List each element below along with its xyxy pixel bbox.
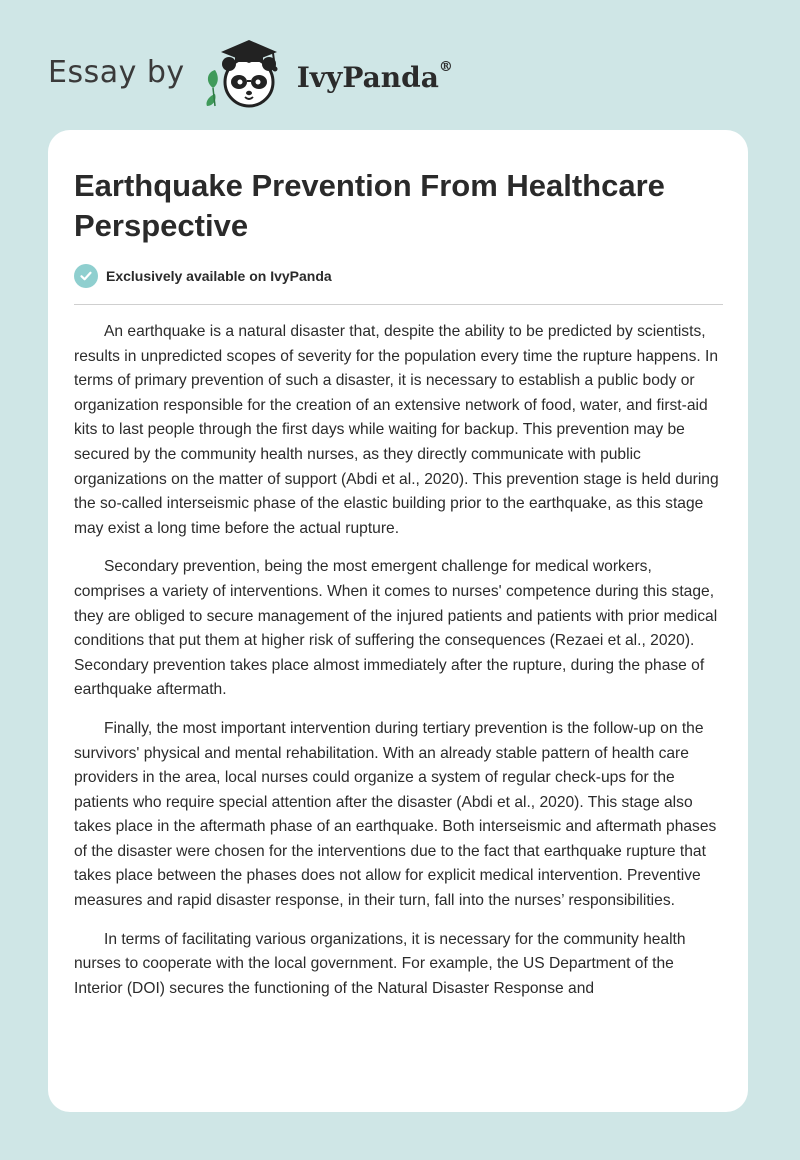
registered-mark: ® <box>438 58 453 75</box>
brand-text[interactable]: IvyPanda <box>296 60 439 94</box>
paragraph-4: In terms of facilitating various organizations, it is necessary for the community health nurses to cooperate with the local government. For example, the US Department of the Interior (DOI) secures the functioning of the Natural Disaster Response and <box>74 930 686 997</box>
divider <box>74 304 723 305</box>
brand-name[interactable] <box>296 58 453 94</box>
page-title: Earthquake Prevention From Healthcare Perspective <box>74 168 665 243</box>
paragraph-3: Finally, the most important intervention during tertiary prevention is the follow-up on the survivors' physical and mental rehabilitation. With an already stable pattern of health care providers in the area, local nurses could organize a system of regular check-ups for the patients who require special attention after the disaster (Abdi et al., 2020). This stage also takes place in the aftermath phase of an earthquake. Both interseismic and aftermath phases of the disaster were chosen for the interventions due to the fact that earthquake rupture that takes place between the phases does not allow for explicit medical intervention. Preventive measures and rapid disaster response, in their turn, fall into the nurses’ responsibilities. <box>74 719 717 910</box>
paragraph-1: An earthquake is a natural disaster that, despite the ability to be predicted by scientists, results in unpredicted scopes of severity for the population every time the rupture happens. In terms of primary prevention of such a disaster, it is necessary to establish a public body or organization responsible for the creation of an extensive network of food, water, and first-aid kits to last people through the first days while waiting for backup. This prevention may be secured by the community health nurses, as they directly communicate with public organizations on the matter of support (Abdi et al., 2020). This prevention stage is held during the so-called interseismic phase of the elastic building prior to the earthquake, as this stage may exist a long time before the actual rupture. <box>74 323 719 537</box>
panda-logo-icon[interactable] <box>199 36 291 112</box>
essay-by-label: Essay by <box>48 54 185 90</box>
essay-card <box>48 130 748 1112</box>
exclusive-badge <box>74 264 332 288</box>
essay-body <box>74 320 724 1015</box>
check-circle-icon <box>74 264 98 288</box>
exclusive-label: Exclusively available on IvyPanda <box>106 268 332 284</box>
site-header <box>48 34 453 114</box>
paragraph-2: Secondary prevention, being the most emergent challenge for medical workers, comprises a variety of interventions. When it comes to nurses' competence during this stage, they are obliged to secure management of the injured patients and patients with prior medical conditions that put them at higher risk of suffering the consequences (Rezaei et al., 2020). Secondary prevention takes place almost immediately after the rupture, during the phase of earthquake aftermath. <box>74 558 718 699</box>
